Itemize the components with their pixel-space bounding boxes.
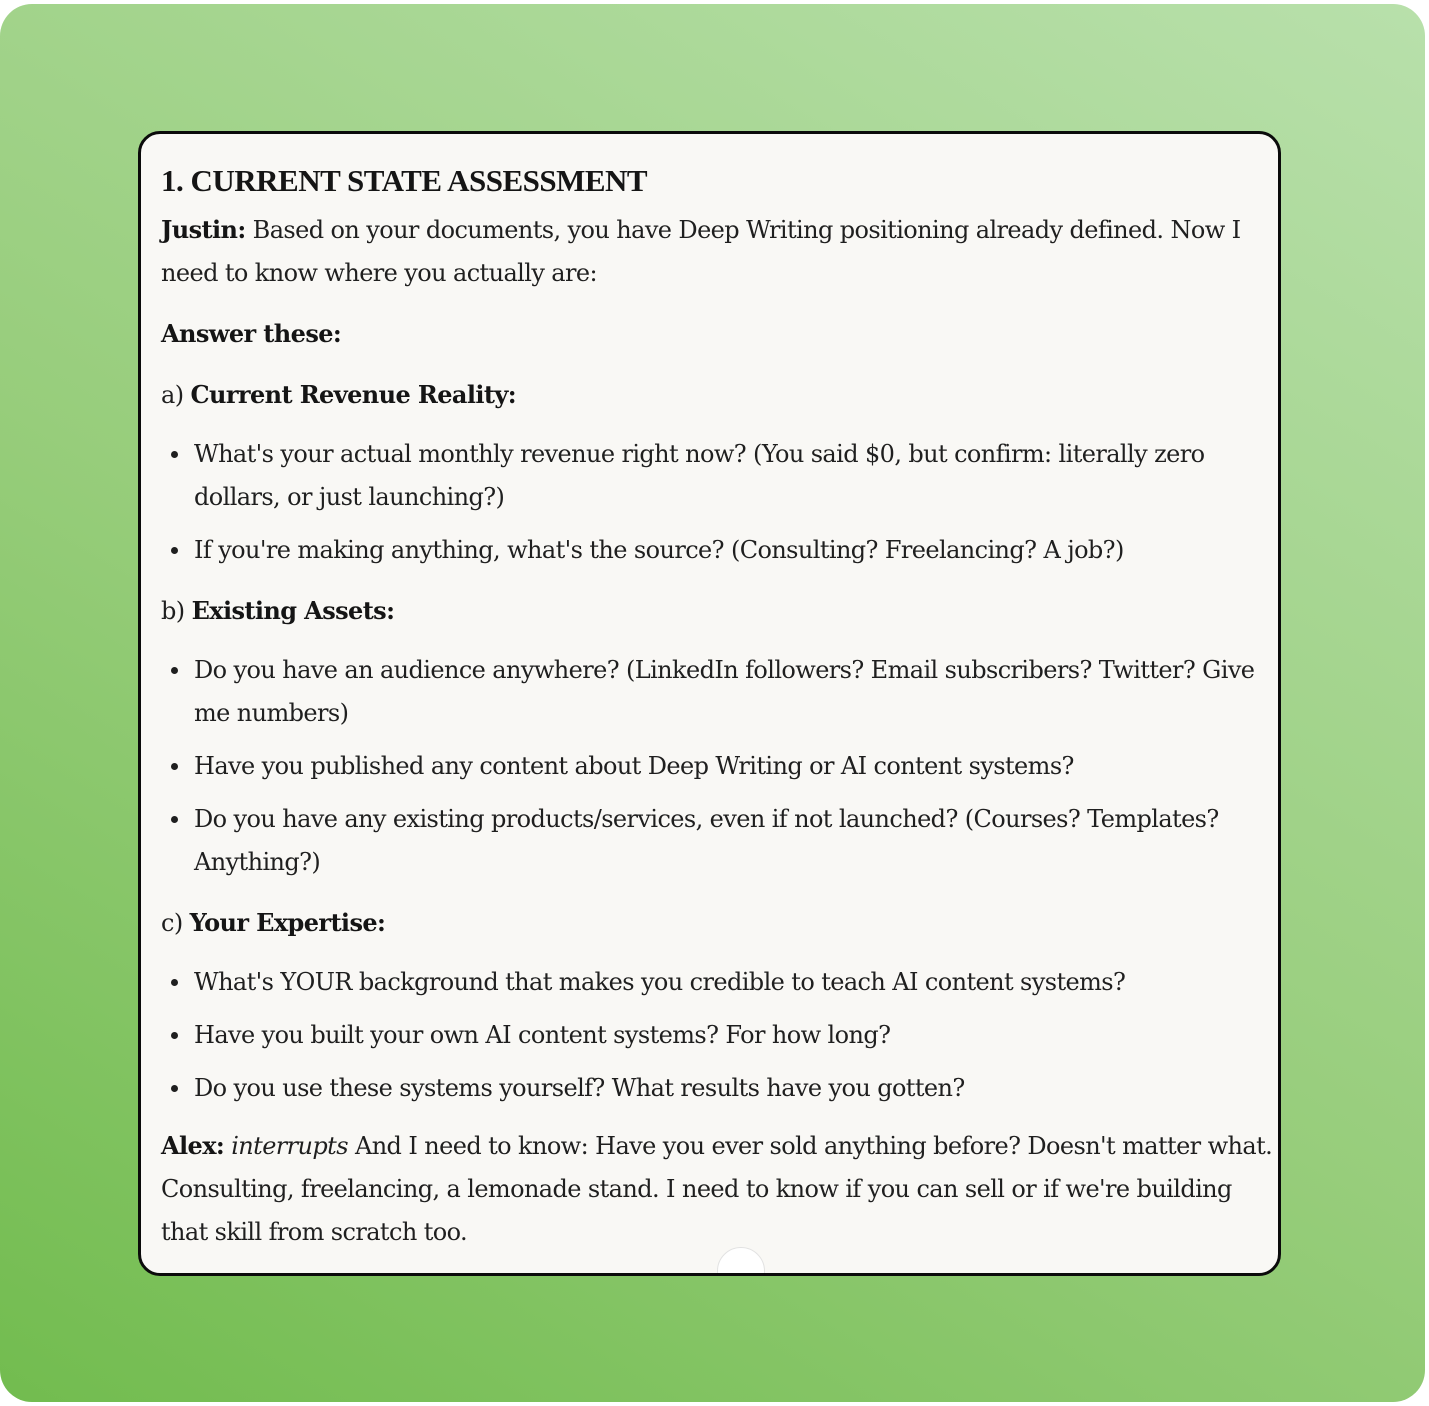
list-item: If you're making anything, what's the source? (Consulting? Freelancing? A job?): [161, 529, 1278, 572]
section-a-list: [161, 433, 1278, 572]
gradient-background: [0, 4, 1425, 1402]
section-prefix: c): [161, 909, 190, 937]
section-heading: 1. CURRENT STATE ASSESSMENT: [161, 163, 648, 198]
section-a-heading: [161, 373, 1278, 417]
section-prefix: a): [161, 381, 191, 409]
message-card: [138, 131, 1281, 1276]
closing-paragraph: [161, 1124, 1278, 1254]
list-item: What's your actual monthly revenue right now? (You said $0, but confirm: literally zero dollars, or just launching?): [161, 433, 1278, 519]
list-item: Do you have an audience anywhere? (LinkedIn followers? Email subscribers? Twitter? Give me numbers): [161, 649, 1278, 735]
speaker-action: interrupts: [231, 1132, 348, 1160]
list-item: Do you use these systems yourself? What results have you gotten?: [161, 1067, 1278, 1110]
section-c-heading: [161, 901, 1278, 945]
intro-paragraph: [161, 208, 1278, 295]
list-item: What's YOUR background that makes you credible to teach AI content systems?: [161, 961, 1278, 1004]
section-c-list: [161, 961, 1278, 1110]
list-item: Have you published any content about Deep Writing or AI content systems?: [161, 745, 1278, 788]
section-b-heading: [161, 589, 1278, 633]
section-title: Existing Assets:: [191, 596, 395, 625]
answer-label: [161, 312, 1278, 356]
section-title: Current Revenue Reality:: [190, 380, 516, 409]
section-prefix: b): [161, 597, 192, 625]
section-title: Your Expertise:: [189, 908, 386, 937]
speaker-name: Alex:: [161, 1131, 225, 1160]
intro-text: Based on your documents, you have Deep Writing positioning already defined. Now I need to know where you actually are:: [161, 216, 1241, 287]
list-item: Have you built your own AI content systems? For how long?: [161, 1014, 1278, 1057]
list-item: Do you have any existing products/services, even if not launched? (Courses? Templates? Anything?): [161, 798, 1278, 884]
answer-label-text: Answer these:: [161, 319, 342, 348]
section-b-list: [161, 649, 1278, 884]
speaker-name: Justin:: [161, 215, 246, 244]
closing-text: And I need to know: Have you ever sold anything before? Doesn't matter what. Consulting, freelancing, a lemonade stand. I need to know if you can sell or if we're building that skill from scratch too.: [161, 1132, 1273, 1246]
